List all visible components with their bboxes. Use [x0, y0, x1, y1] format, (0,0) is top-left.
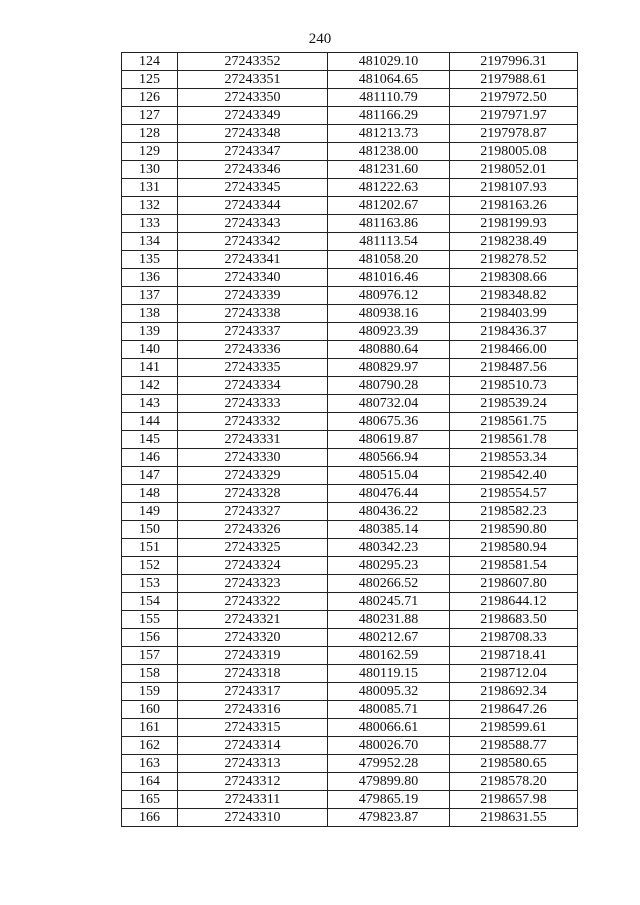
table-row: [122, 629, 578, 647]
x-coordinate-cell: 480385.14: [328, 521, 450, 539]
y-coordinate-cell: 2198607.80: [450, 575, 578, 593]
point-id-cell: 27243316: [178, 701, 328, 719]
x-coordinate-cell: 481231.60: [328, 161, 450, 179]
row-number-cell: 160: [122, 701, 178, 719]
x-coordinate-cell: 481213.73: [328, 125, 450, 143]
x-coordinate-cell: 481029.10: [328, 53, 450, 71]
y-coordinate-cell: 2198657.98: [450, 791, 578, 809]
row-number-cell: 147: [122, 467, 178, 485]
x-coordinate-cell: 479899.80: [328, 773, 450, 791]
y-coordinate-cell: 2198487.56: [450, 359, 578, 377]
point-id-cell: 27243324: [178, 557, 328, 575]
y-coordinate-cell: 2198580.94: [450, 539, 578, 557]
point-id-cell: 27243323: [178, 575, 328, 593]
row-number-cell: 137: [122, 287, 178, 305]
row-number-cell: 134: [122, 233, 178, 251]
point-id-cell: 27243329: [178, 467, 328, 485]
point-id-cell: 27243318: [178, 665, 328, 683]
y-coordinate-cell: 2197988.61: [450, 71, 578, 89]
x-coordinate-cell: 480266.52: [328, 575, 450, 593]
table-row: [122, 89, 578, 107]
table-row: [122, 143, 578, 161]
point-id-cell: 27243314: [178, 737, 328, 755]
x-coordinate-cell: 481238.00: [328, 143, 450, 161]
table-row: [122, 773, 578, 791]
x-coordinate-cell: 480790.28: [328, 377, 450, 395]
row-number-cell: 161: [122, 719, 178, 737]
row-number-cell: 140: [122, 341, 178, 359]
y-coordinate-cell: 2198052.01: [450, 161, 578, 179]
point-id-cell: 27243330: [178, 449, 328, 467]
table-row: [122, 737, 578, 755]
row-number-cell: 153: [122, 575, 178, 593]
y-coordinate-cell: 2198561.78: [450, 431, 578, 449]
table-row: [122, 305, 578, 323]
point-id-cell: 27243313: [178, 755, 328, 773]
y-coordinate-cell: 2198199.93: [450, 215, 578, 233]
y-coordinate-cell: 2198683.50: [450, 611, 578, 629]
y-coordinate-cell: 2198542.40: [450, 467, 578, 485]
table-row: [122, 683, 578, 701]
table-row: [122, 647, 578, 665]
x-coordinate-cell: 480066.61: [328, 719, 450, 737]
table-row: [122, 431, 578, 449]
y-coordinate-cell: 2198238.49: [450, 233, 578, 251]
point-id-cell: 27243325: [178, 539, 328, 557]
point-id-cell: 27243337: [178, 323, 328, 341]
table-row: [122, 215, 578, 233]
row-number-cell: 144: [122, 413, 178, 431]
row-number-cell: 142: [122, 377, 178, 395]
y-coordinate-cell: 2198510.73: [450, 377, 578, 395]
table-row: [122, 323, 578, 341]
y-coordinate-cell: 2198580.65: [450, 755, 578, 773]
y-coordinate-cell: 2198466.00: [450, 341, 578, 359]
x-coordinate-cell: 481202.67: [328, 197, 450, 215]
point-id-cell: 27243340: [178, 269, 328, 287]
row-number-cell: 146: [122, 449, 178, 467]
x-coordinate-cell: 479952.28: [328, 755, 450, 773]
table-row: [122, 593, 578, 611]
point-id-cell: 27243321: [178, 611, 328, 629]
table-row: [122, 413, 578, 431]
point-id-cell: 27243344: [178, 197, 328, 215]
point-id-cell: 27243311: [178, 791, 328, 809]
row-number-cell: 135: [122, 251, 178, 269]
row-number-cell: 148: [122, 485, 178, 503]
point-id-cell: 27243319: [178, 647, 328, 665]
point-id-cell: 27243312: [178, 773, 328, 791]
y-coordinate-cell: 2198590.80: [450, 521, 578, 539]
point-id-cell: 27243341: [178, 251, 328, 269]
point-id-cell: 27243326: [178, 521, 328, 539]
y-coordinate-cell: 2197971.97: [450, 107, 578, 125]
row-number-cell: 126: [122, 89, 178, 107]
point-id-cell: 27243328: [178, 485, 328, 503]
table-row: [122, 341, 578, 359]
point-id-cell: 27243346: [178, 161, 328, 179]
row-number-cell: 125: [122, 71, 178, 89]
row-number-cell: 156: [122, 629, 178, 647]
row-number-cell: 127: [122, 107, 178, 125]
point-id-cell: 27243332: [178, 413, 328, 431]
y-coordinate-cell: 2198553.34: [450, 449, 578, 467]
point-id-cell: 27243345: [178, 179, 328, 197]
x-coordinate-cell: 480085.71: [328, 701, 450, 719]
table-row: [122, 809, 578, 827]
table-row: [122, 791, 578, 809]
x-coordinate-cell: 479865.19: [328, 791, 450, 809]
x-coordinate-cell: 481222.63: [328, 179, 450, 197]
table-row: [122, 611, 578, 629]
x-coordinate-cell: 480675.36: [328, 413, 450, 431]
x-coordinate-cell: 480829.97: [328, 359, 450, 377]
table-row: [122, 71, 578, 89]
x-coordinate-cell: 480476.44: [328, 485, 450, 503]
point-id-cell: 27243333: [178, 395, 328, 413]
y-coordinate-cell: 2198107.93: [450, 179, 578, 197]
row-number-cell: 136: [122, 269, 178, 287]
table-row: [122, 377, 578, 395]
table-row: [122, 179, 578, 197]
y-coordinate-cell: 2198631.55: [450, 809, 578, 827]
row-number-cell: 143: [122, 395, 178, 413]
point-id-cell: 27243349: [178, 107, 328, 125]
row-number-cell: 139: [122, 323, 178, 341]
x-coordinate-cell: 480436.22: [328, 503, 450, 521]
row-number-cell: 124: [122, 53, 178, 71]
row-number-cell: 152: [122, 557, 178, 575]
table-row: [122, 197, 578, 215]
x-coordinate-cell: 480515.04: [328, 467, 450, 485]
x-coordinate-cell: 480231.88: [328, 611, 450, 629]
x-coordinate-cell: 479823.87: [328, 809, 450, 827]
y-coordinate-cell: 2197972.50: [450, 89, 578, 107]
y-coordinate-cell: 2198348.82: [450, 287, 578, 305]
row-number-cell: 158: [122, 665, 178, 683]
y-coordinate-cell: 2197978.87: [450, 125, 578, 143]
y-coordinate-cell: 2198436.37: [450, 323, 578, 341]
row-number-cell: 150: [122, 521, 178, 539]
table-row: [122, 395, 578, 413]
table-row: [122, 449, 578, 467]
point-id-cell: 27243342: [178, 233, 328, 251]
y-coordinate-cell: 2198718.41: [450, 647, 578, 665]
point-id-cell: 27243351: [178, 71, 328, 89]
x-coordinate-cell: 480119.15: [328, 665, 450, 683]
row-number-cell: 159: [122, 683, 178, 701]
table-row: [122, 557, 578, 575]
y-coordinate-cell: 2198561.75: [450, 413, 578, 431]
row-number-cell: 130: [122, 161, 178, 179]
row-number-cell: 151: [122, 539, 178, 557]
page-number: 240: [308, 31, 332, 47]
x-coordinate-cell: 480732.04: [328, 395, 450, 413]
y-coordinate-cell: 2198163.26: [450, 197, 578, 215]
y-coordinate-cell: 2198403.99: [450, 305, 578, 323]
x-coordinate-cell: 480880.64: [328, 341, 450, 359]
x-coordinate-cell: 480619.87: [328, 431, 450, 449]
x-coordinate-cell: 480026.70: [328, 737, 450, 755]
y-coordinate-cell: 2198554.57: [450, 485, 578, 503]
table-row: [122, 485, 578, 503]
table-row: [122, 755, 578, 773]
x-coordinate-cell: 480162.59: [328, 647, 450, 665]
y-coordinate-cell: 2198578.20: [450, 773, 578, 791]
x-coordinate-cell: 480295.23: [328, 557, 450, 575]
table-row: [122, 125, 578, 143]
row-number-cell: 129: [122, 143, 178, 161]
x-coordinate-cell: 480566.94: [328, 449, 450, 467]
row-number-cell: 145: [122, 431, 178, 449]
y-coordinate-cell: 2197996.31: [450, 53, 578, 71]
x-coordinate-cell: 481166.29: [328, 107, 450, 125]
y-coordinate-cell: 2198005.08: [450, 143, 578, 161]
x-coordinate-cell: 480938.16: [328, 305, 450, 323]
x-coordinate-cell: 481110.79: [328, 89, 450, 107]
row-number-cell: 164: [122, 773, 178, 791]
table-row: [122, 521, 578, 539]
point-id-cell: 27243331: [178, 431, 328, 449]
coordinates-table: [121, 52, 578, 827]
y-coordinate-cell: 2198278.52: [450, 251, 578, 269]
point-id-cell: 27243320: [178, 629, 328, 647]
row-number-cell: 157: [122, 647, 178, 665]
table-row: [122, 701, 578, 719]
point-id-cell: 27243338: [178, 305, 328, 323]
table-row: [122, 53, 578, 71]
point-id-cell: 27243322: [178, 593, 328, 611]
table-row: [122, 269, 578, 287]
x-coordinate-cell: 481016.46: [328, 269, 450, 287]
point-id-cell: 27243317: [178, 683, 328, 701]
point-id-cell: 27243327: [178, 503, 328, 521]
x-coordinate-cell: 481064.65: [328, 71, 450, 89]
row-number-cell: 155: [122, 611, 178, 629]
row-number-cell: 163: [122, 755, 178, 773]
table-row: [122, 665, 578, 683]
table-row: [122, 575, 578, 593]
table-row: [122, 287, 578, 305]
row-number-cell: 166: [122, 809, 178, 827]
y-coordinate-cell: 2198647.26: [450, 701, 578, 719]
table-row: [122, 539, 578, 557]
x-coordinate-cell: 480212.67: [328, 629, 450, 647]
y-coordinate-cell: 2198644.12: [450, 593, 578, 611]
point-id-cell: 27243347: [178, 143, 328, 161]
table-row: [122, 251, 578, 269]
table-row: [122, 233, 578, 251]
y-coordinate-cell: 2198308.66: [450, 269, 578, 287]
x-coordinate-cell: 480976.12: [328, 287, 450, 305]
x-coordinate-cell: 480342.23: [328, 539, 450, 557]
row-number-cell: 162: [122, 737, 178, 755]
row-number-cell: 132: [122, 197, 178, 215]
x-coordinate-cell: 480923.39: [328, 323, 450, 341]
row-number-cell: 154: [122, 593, 178, 611]
row-number-cell: 138: [122, 305, 178, 323]
point-id-cell: 27243315: [178, 719, 328, 737]
table-body: [122, 53, 578, 827]
row-number-cell: 133: [122, 215, 178, 233]
x-coordinate-cell: 481163.86: [328, 215, 450, 233]
point-id-cell: 27243334: [178, 377, 328, 395]
point-id-cell: 27243352: [178, 53, 328, 71]
y-coordinate-cell: 2198692.34: [450, 683, 578, 701]
point-id-cell: 27243335: [178, 359, 328, 377]
row-number-cell: 141: [122, 359, 178, 377]
point-id-cell: 27243310: [178, 809, 328, 827]
point-id-cell: 27243350: [178, 89, 328, 107]
point-id-cell: 27243343: [178, 215, 328, 233]
y-coordinate-cell: 2198599.61: [450, 719, 578, 737]
point-id-cell: 27243348: [178, 125, 328, 143]
x-coordinate-cell: 481058.20: [328, 251, 450, 269]
y-coordinate-cell: 2198581.54: [450, 557, 578, 575]
table-row: [122, 503, 578, 521]
row-number-cell: 149: [122, 503, 178, 521]
y-coordinate-cell: 2198712.04: [450, 665, 578, 683]
row-number-cell: 131: [122, 179, 178, 197]
x-coordinate-cell: 480095.32: [328, 683, 450, 701]
table-row: [122, 359, 578, 377]
x-coordinate-cell: 480245.71: [328, 593, 450, 611]
y-coordinate-cell: 2198582.23: [450, 503, 578, 521]
y-coordinate-cell: 2198708.33: [450, 629, 578, 647]
table-row: [122, 161, 578, 179]
x-coordinate-cell: 481113.54: [328, 233, 450, 251]
y-coordinate-cell: 2198539.24: [450, 395, 578, 413]
point-id-cell: 27243336: [178, 341, 328, 359]
table-row: [122, 467, 578, 485]
row-number-cell: 128: [122, 125, 178, 143]
row-number-cell: 165: [122, 791, 178, 809]
table-row: [122, 719, 578, 737]
point-id-cell: 27243339: [178, 287, 328, 305]
y-coordinate-cell: 2198588.77: [450, 737, 578, 755]
table-row: [122, 107, 578, 125]
